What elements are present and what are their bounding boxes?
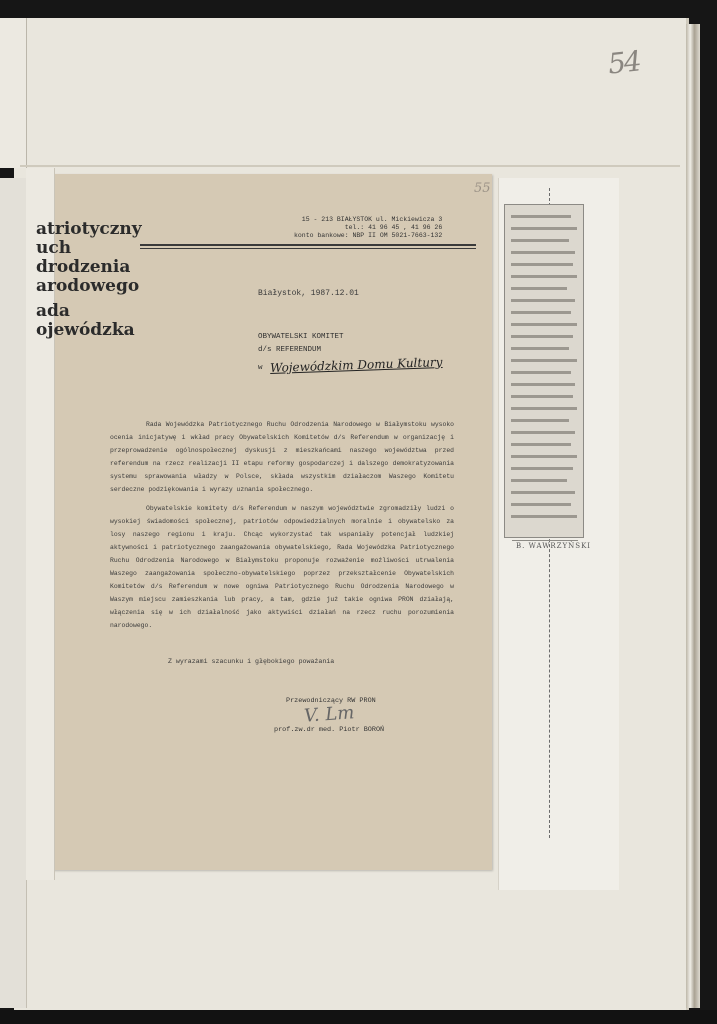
org-name-line: atriotyczny <box>36 219 142 239</box>
clipping-text-line <box>511 431 575 434</box>
clipping-text-line <box>511 263 573 266</box>
clipping-text-line <box>511 251 575 254</box>
clipping-text-line <box>511 419 569 422</box>
org-name-line: drodzenia <box>36 257 131 277</box>
clipping-text-line <box>511 323 577 326</box>
recipient-line: OBYWATELSKI KOMITET <box>258 333 344 341</box>
left-tab-upper <box>0 18 27 168</box>
clipping-text-line <box>511 347 569 350</box>
clipping-text-line <box>511 239 569 242</box>
clipping-text-line <box>511 299 575 302</box>
newspaper-clipping <box>504 204 584 538</box>
clipping-text-line <box>511 383 575 386</box>
clipping-text-line <box>511 455 577 458</box>
clipping-rule <box>512 540 578 541</box>
clipping-text-line <box>511 491 575 494</box>
handwritten-signature: V. Lm <box>303 702 355 727</box>
clipping-text-line <box>511 515 577 518</box>
clipping-text-line <box>511 215 571 218</box>
clipping-text-line <box>511 275 577 278</box>
signer-title: Przewodniczący RW PRON <box>286 697 376 705</box>
body-paragraph: Rada Wojewódzka Patriotycznego Ruchu Odrodzenia Narodowego w Białymstoku wysoko ocenia inicjatywę i wkład pracy Obywatelskich Komitetów d/s Referendum w organizację i przeprowadzenie ogólnospołecznej dyskusji z mieszkańcami naszego województwa przed referendum na rzecz realizacji II etapu reformy gospodarczej i dalszego demokratyzowania systemu sprawowania władzy w Polsce, składa wszystkim działaczom Waszego Komitetu serdeczne podziękowania i wyrazy uznania społecznego. <box>110 421 454 493</box>
council-line: ada <box>36 301 70 321</box>
clipping-text-line <box>511 371 571 374</box>
address-line: tel.: 41 96 45 , 41 96 26 <box>344 224 443 231</box>
page-edges <box>686 24 700 1008</box>
letterhead-rule <box>140 244 476 246</box>
page-divider <box>20 165 680 167</box>
letter-date: Białystok, 1987.12.01 <box>258 289 359 298</box>
clipping-text-line <box>511 335 573 338</box>
handwritten-recipient: Wojewódzkim Domu Kultury <box>269 354 443 376</box>
clipping-text-line <box>511 311 571 314</box>
clipping-text-line <box>511 503 571 506</box>
signer-name: prof.zw.dr med. Piotr BOROŃ <box>274 726 385 734</box>
org-name-line: uch <box>36 238 72 258</box>
recipient-line: d/s REFERENDUM <box>258 346 322 354</box>
clipping-text-line <box>511 443 571 446</box>
left-tab-lower <box>0 178 27 1008</box>
folio-mark: 55 <box>474 181 491 196</box>
clipping-text-line <box>511 479 567 482</box>
address-line: 15 - 213 BIAŁYSTOK ul. Mickiewicza 3 <box>301 216 443 223</box>
clipping-text-line <box>511 359 577 362</box>
clipping-text-line <box>511 395 573 398</box>
clipping-text-line <box>511 287 567 290</box>
council-line: ojewódzka <box>36 320 135 340</box>
recipient-prefix: w <box>258 364 263 372</box>
letterhead-council <box>36 302 206 340</box>
letter-body <box>110 418 454 638</box>
org-name-line: arodowego <box>36 276 140 296</box>
letterhead-org-name <box>36 220 206 296</box>
letterhead-address <box>294 216 442 240</box>
scan-bottom-edge <box>0 1010 717 1024</box>
clipping-text-line <box>511 227 577 230</box>
recipient-block <box>258 331 344 357</box>
page-number: 54 <box>606 44 642 81</box>
body-paragraph: Obywatelskie komitety d/s Referendum w naszym województwie zgromadziły ludzi o wysokiej świadomości społecznej, patriotów odpowiedzialnych moralnie i obywatelsko za losy naszego regionu i kraju. Chcąc wykorzystać tak wspaniały potencjał ludzkiej aktywności i patriotycznego zaangażowania obywatelskiego, Rada Wojewódzka Patriotycznego Ruchu Odrodzenia Narodowego w Białymstoku proponuje rozważenie możliwości utrwalenia Waszego zaangażowania społeczno-obywatelskiego poprzez przekształcenie Obywatelskich Komitetów d/s Referendum w nowe ogniwa Patriotycznego Ruchu Odrodzenia Narodowego w Waszym miejscu zamieszkania lub pracy, a tam, gdzie już takie ogniwa PRON działają, włączenia się w ich działalność jako aktywiści działań na rzecz ruchu porozumienia narodowego. <box>110 505 454 629</box>
clipping-text-line <box>511 407 577 410</box>
letterhead-rule-thin <box>140 248 476 249</box>
clipping-author: B. WAWRZYŃSKI <box>516 542 592 550</box>
address-line: konto bankowe: NBP II OM 5021-7663-132 <box>294 232 443 239</box>
closing-line: Z wyrazami szacunku i głębokiego poważania <box>168 658 335 665</box>
clipping-text-line <box>511 467 573 470</box>
